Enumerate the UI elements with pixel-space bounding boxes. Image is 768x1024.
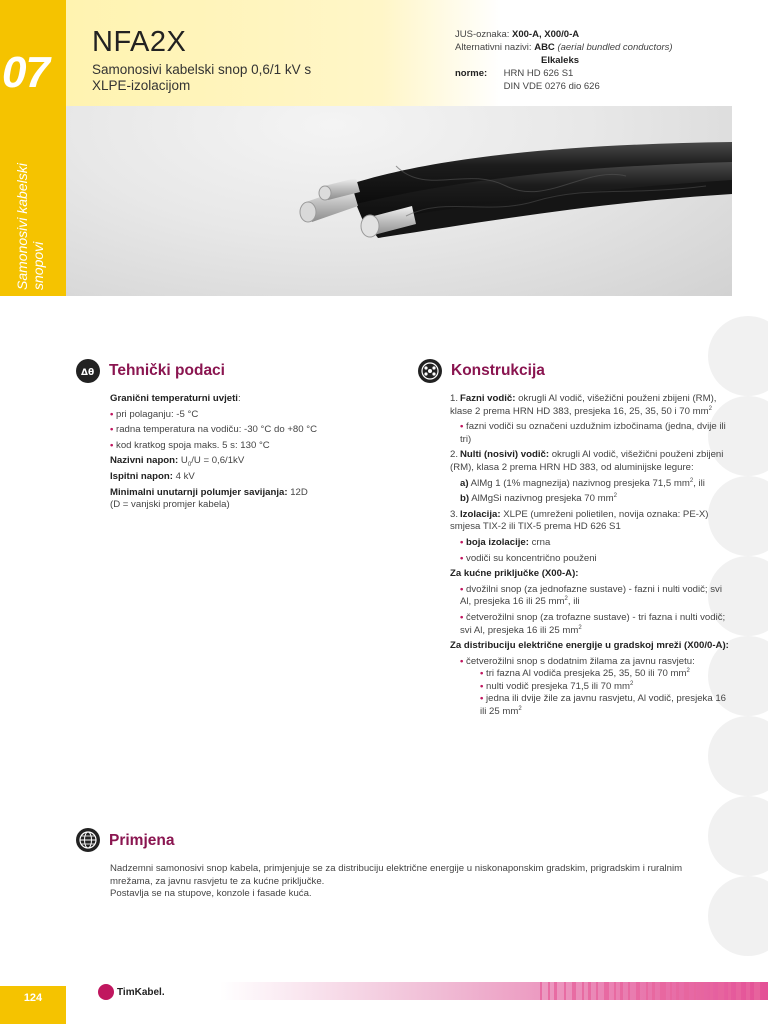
page-number: 124: [23, 992, 43, 1004]
ispitni-row: Ispitni napon: 4 kV: [110, 470, 195, 482]
jus-value: X00-A, X00/0-A: [512, 29, 580, 40]
temp-item: • radna temperatura na vodiču: -30 °C do +80 °C: [110, 424, 400, 437]
distr-sub-1: • tri fazna Al vodiča presjeka 25, 35, 50 ili 70 $mm^2$: [450, 668, 732, 681]
technical-data-icon: [76, 359, 100, 383]
norme-value-1: HRN HD 626 S1: [503, 68, 574, 79]
norme-value-2: DIN VDE 0276 dio 626: [503, 81, 600, 92]
temp-heading: Granični temperaturni uvjeti: [110, 393, 238, 404]
construction-item-3-bullet-2: • vodiči su koncentrično použeni: [450, 553, 732, 566]
nazivni-row: Nazivni napon: $U_0/U = 0,6/1kV$: [110, 455, 245, 469]
distr-sub-2: • nulti vodič presjeka 71,5 ili 70 $mm^2$: [450, 681, 732, 694]
spec-block: [455, 28, 673, 93]
alt-note: (aerial bundled conductors): [557, 42, 673, 53]
temp-item: • pri polaganju: -5 °C: [110, 409, 400, 422]
application-text-2: Postavlja se na stupove, konzole i fasade kuća.: [110, 888, 312, 900]
product-photo: [66, 106, 732, 296]
logo-mark-icon: [98, 984, 114, 1000]
section-title-tehnicki: Tehnički podaci: [109, 362, 225, 379]
chapter-number: 07: [2, 48, 49, 97]
deco-circle: [708, 876, 768, 956]
norme-row-1: [455, 67, 673, 80]
logo-text: TimKabel.: [117, 986, 165, 998]
technical-data-content: Granični temperaturni uvjeti: • pri polaganju: -5 °C • radna temperatura na vodiču: -30 °C do +80 °C • kod kratkog spoja maks. 5 s: 130 °C Nazivni napon: $U_0/U = 0,6/1kV$ Ispitni napon: 4 kV Minimalni unutarnji polumjer savijanja: 12D (D = vanjski promjer kabela): [110, 393, 400, 515]
svg-text:Δθ: Δθ: [81, 368, 95, 378]
kucne-item-2: • četverožilni snop (za trofazne sustave) - tri fazna i nulti vodič; svi Al, presjeka 16 ili 25 $mm^2$: [450, 612, 732, 637]
construction-content: [450, 393, 732, 722]
deco-circle: [708, 716, 768, 796]
application-text-1: Nadzemni samonosivi snop kabela, primjenjuje se za distribuciju električne energije u niskonaponskim gradskim, prigradskim i ruralnim mrežama, za javnu rasvjetu te za kućne priključke.: [110, 863, 683, 887]
application-content: [110, 863, 710, 904]
construction-item-2a: a) AlMg 1 (1% magnezija) nazivnog presjeka 71,5 $mm^2$, ili: [460, 477, 705, 489]
chapter-vertical-title: Samonosivi kabelski snopovi: [14, 163, 46, 290]
deco-circle: [708, 316, 768, 396]
kucne-item-1: • dvožilni snop (za jednofazne sustave) - fazni i nulti vodič; svi Al, presjeka 16 ili 25 $mm^2$, ili: [450, 584, 732, 609]
page-subtitle: Samonosivi kabelski snop 0,6/1 kV s XLPE-izolacijom: [92, 62, 312, 93]
alt-row: [455, 41, 673, 54]
norme-row-2: [455, 80, 673, 93]
construction-item-2: 2. Nulti (nosivi) vodič: okrugli Al vodič, višežični použeni zbijeni (RM), klasa 2 prema HRN HD 383, od aluminijske legure:: [450, 449, 724, 473]
alt-brand: Elkaleks: [541, 55, 580, 66]
distr-item-1: • četverožilni snop s dodatnim žilama za javnu rasvjetu:: [450, 656, 732, 669]
application-icon: [76, 828, 100, 852]
radius-row: Minimalni unutarnji polumjer savijanja: 12D: [110, 486, 308, 498]
alt-label: Alternativni nazivi:: [455, 42, 532, 53]
construction-item-2b: b) AlMgSi nazivnog presjeka 70 $mm^2$: [460, 492, 617, 505]
footer-stripes: [530, 982, 768, 1000]
distr-sub-3: • jedna ili dvije žile za javnu rasvjetu, Al vodič, presjeka 16 ili 25 $mm^2$: [450, 693, 732, 718]
radius-note: (D = vanjski promjer kabela): [110, 499, 230, 511]
alt-value: ABC: [534, 42, 555, 53]
company-logo: [98, 982, 165, 1002]
construction-item-1-bullet: • fazni vodiči su označeni uzdužnim izbočinama (jedna, dvije ili tri): [450, 421, 732, 446]
distr-heading: Za distribuciju električne energije u gradskoj mreži (X00/0-A):: [450, 640, 729, 652]
norme-label: norme:: [455, 68, 488, 79]
jus-label: JUS-oznaka:: [455, 29, 510, 40]
construction-icon: [418, 359, 442, 383]
cable-illustration: [66, 106, 732, 296]
construction-item-3: 3. Izolacija: XLPE (umreženi polietilen, novija oznaka: PE-X) smjesa TIX-2 ili TIX-5 prema HD 626 S1: [450, 508, 709, 533]
deco-circle: [708, 796, 768, 876]
jus-row: [455, 28, 673, 41]
kucne-heading: Za kućne priključke (X00-A):: [450, 568, 579, 580]
construction-item-1: 1. Fazni vodič: okrugli Al vodič, višežični použeni zbijeni (RM), klase 2 prema HRN HD 383, presjeka 16, 25, 35, 50 i 70 $mm^2$: [450, 393, 717, 417]
section-title-konstrukcija: Konstrukcija: [451, 362, 545, 379]
page-title: NFA2X: [92, 26, 187, 58]
temp-item: • kod kratkog spoja maks. 5 s: 130 °C: [110, 440, 400, 453]
construction-item-3-bullet-1: • boja izolacije: crna: [450, 537, 732, 550]
section-title-primjena: Primjena: [109, 832, 175, 849]
